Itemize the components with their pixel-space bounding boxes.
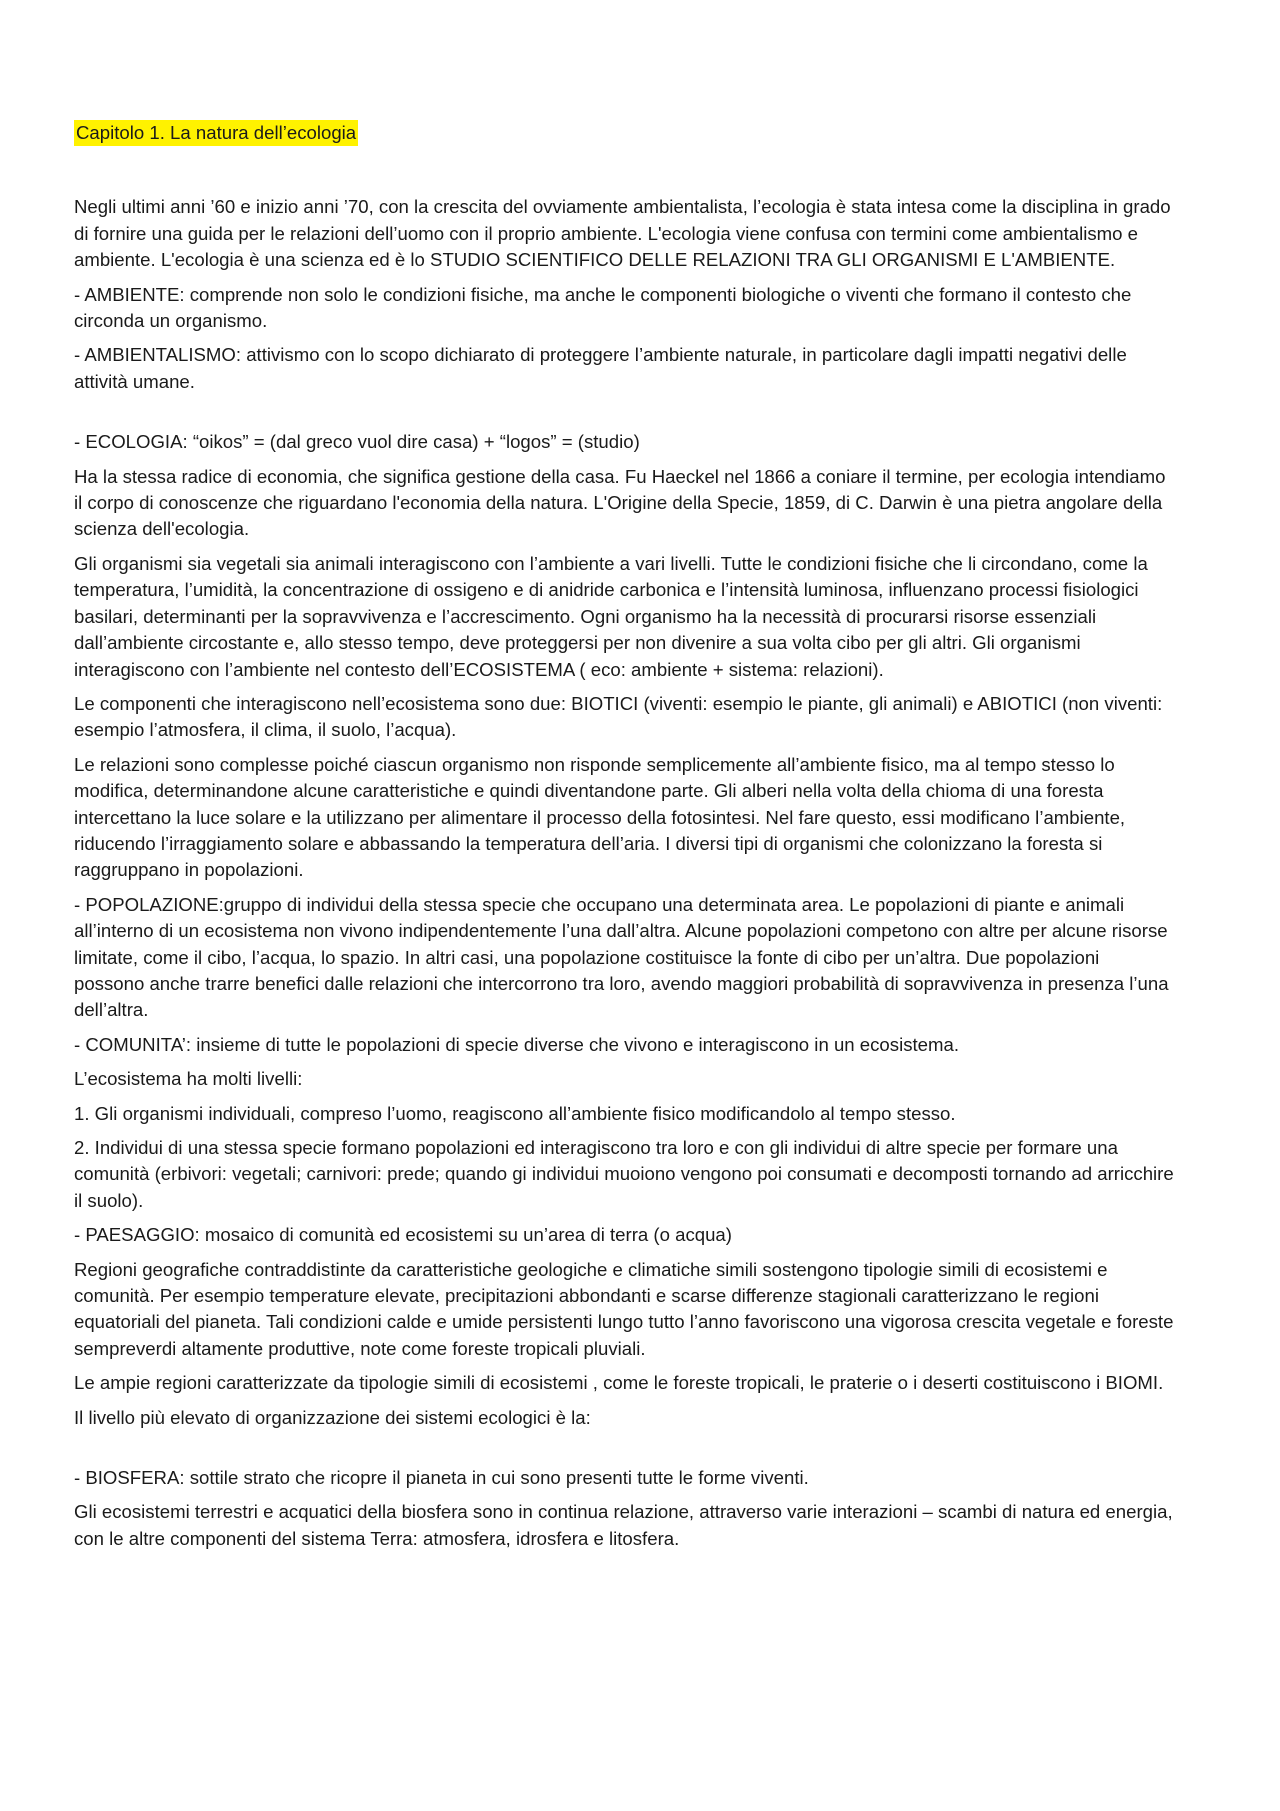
- paragraph-ambiente: - AMBIENTE: comprende non solo le condizioni fisiche, ma anche le componenti biologiche o viventi che formano il contesto che circonda un organismo.: [74, 283, 1132, 332]
- paragraph-livelli: L’ecosistema ha molti livelli:: [74, 1068, 303, 1090]
- paragraph-ambientalismo: - AMBIENTALISMO: attivismo con lo scopo dichiarato di proteggere l’ambiente naturale, in particolare dagli impatti negativi delle attività umane.: [74, 344, 1127, 392]
- paragraph-ecologia: - ECOLOGIA: “oikos” = (dal greco vuol dire casa) + “logos” = (studio): [74, 431, 640, 453]
- paragraph-popolazione: - POPOLAZIONE:gruppo di individui della stessa specie che occupano una determinata area. Le popolazioni di piante e animali all’interno di un ecosistema non vivono indipendentemente l’una dall’altra. Alcune popolazioni competono con altre per alcune risorse limitate, come il cibo, l’acqua, lo spazio. In altri casi, una popolazione costituisce la fonte di cibo per un’altra. Due popolazioni possono anche trarre benefici dalle relazioni che intercorrono tra loro, avendo maggiori probabilità di sopravvivenza in presenza l’una dell’altra.: [74, 893, 1169, 1021]
- paragraph-biosfera: - BIOSFERA: sottile strato che ricopre il pianeta in cui sono presenti tutte le forme viventi.: [74, 1467, 809, 1489]
- chapter-title: Capitolo 1. La natura dell’ecologia: [74, 120, 358, 146]
- paragraph-paesaggio: - PAESAGGIO: mosaico di comunità ed ecosistemi su un’area di terra (o acqua): [74, 1224, 732, 1246]
- list-item: 1. Gli organismi individuali, compreso l’uomo, reagiscono all’ambiente fisico modificandolo al tempo stesso.: [74, 1102, 956, 1124]
- paragraph-biomi: Le ampie regioni caratterizzate da tipologie simili di ecosistemi , come le foreste tropicali, le praterie o i deserti costituiscono i BIOMI.: [74, 1372, 1164, 1394]
- paragraph-ecosistemi: Gli ecosistemi terrestri e acquatici della biosfera sono in continua relazione, attraverso varie interazioni – scambi di natura ed energia, con le altre componenti del sistema Terra: atmosfera, idrosfera e litosfera.: [74, 1501, 1173, 1549]
- document-page: [74, 120, 1174, 1560]
- paragraph-comunita: - COMUNITA’: insieme di tutte le popolazioni di specie diverse che vivono e interagiscono in un ecosistema.: [74, 1033, 959, 1055]
- paragraph-radice: Ha la stessa radice di economia, che significa gestione della casa. Fu Haeckel nel 1866 a coniare il termine, per ecologia intendiamo il corpo di conoscenze che riguardano l'economia della natura. L'Origine della Specie, 1859, di C. Darwin è una pietra angolare della scienza dell'ecologia.: [74, 465, 1166, 540]
- spacer: [74, 403, 1174, 429]
- paragraph-livello-elevato: Il livello più elevato di organizzazione dei sistemi ecologici è la:: [74, 1406, 591, 1428]
- paragraph-regioni: Regioni geografiche contraddistinte da caratteristiche geologiche e climatiche simili sostengono tipologie simili di ecosistemi e comunità. Per esempio temperature elevate, precipitazioni abbondanti e scarse differenze stagionali caratterizzano le regioni equatoriali del pianeta. Tali condizioni calde e umide persistenti lungo tutto l’anno favoriscono una vigorosa crescita vegetale e foreste sempreverdi altamente produttive, note come foreste tropicali pluviali.: [74, 1258, 1174, 1359]
- spacer: [74, 1439, 1174, 1465]
- list-item: 2. Individui di una stessa specie formano popolazioni ed interagiscono tra loro e con gli individui di altre specie per formare una comunità (erbivori: vegetali; carnivori: prede; quando gi individui muoiono vengono poi consumati e decomposti tornando ad arricchire il suolo).: [74, 1137, 1174, 1211]
- paragraph-componenti: Le componenti che interagiscono nell’ecosistema sono due: BIOTICI (viventi: esempio le piante, gli animali) e ABIOTICI (non viventi: esempio l’atmosfera, il clima, il suolo, l’acqua).: [74, 692, 1163, 741]
- paragraph-organismi: Gli organismi sia vegetali sia animali interagiscono con l’ambiente a vari livelli. Tutte le condizioni fisiche che li circondano, come la temperatura, l’umidità, la concentrazione di ossigeno e di anidride carbonica e l’intensità luminosa, influenzano processi fisiologici basilari, determinanti per la sopravvivenza e l’accrescimento. Ogni organismo ha la necessità di procurarsi risorse essenziali dall’ambiente circostante e, allo stesso tempo, deve proteggersi per non divenire a sua volta cibo per gli altri. Gli organismi interagiscono con l’ambiente nel contesto dell’ECOSISTEMA ( eco: ambiente + sistema: relazioni).: [74, 552, 1148, 680]
- paragraph-intro: Negli ultimi anni ’60 e inizio anni ’70, con la crescita del ovviamente ambientalista, l’ecologia è stata intesa come la disciplina in grado di fornire una guida per le relazioni dell’uomo con il proprio ambiente. L'ecologia viene confusa con termini come ambientalismo e ambiente. L'ecologia è una scienza ed è lo STUDIO SCIENTIFICO DELLE RELAZIONI TRA GLI ORGANISMI E L'AMBIENTE.: [74, 196, 1171, 271]
- paragraph-relazioni: Le relazioni sono complesse poiché ciascun organismo non risponde semplicemente all’ambiente fisico, ma al tempo stesso lo modifica, determinandone alcune caratteristiche e quindi diventandone parte. Gli alberi nella volta della chioma di una foresta intercettano la luce solare e la utilizzano per alimentare il processo della fotosintesi. Nel fare questo, essi modificano l’ambiente, riducendo l’irraggiamento solare e abbassando la temperatura dell’aria. I diversi tipi di organismi che colonizzano la foresta si raggruppano in popolazioni.: [74, 753, 1126, 881]
